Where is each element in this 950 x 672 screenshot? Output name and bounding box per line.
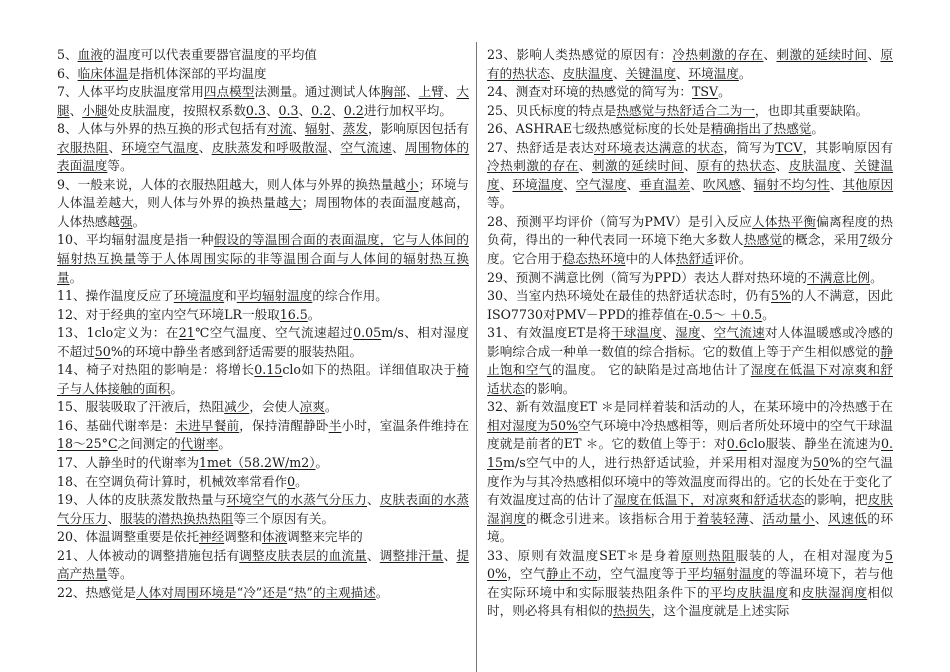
list-item [57, 473, 469, 492]
underlined-term: 0.2 [311, 102, 332, 118]
underlined-term: 平均皮肤温度 [709, 584, 789, 600]
item-text: 服装的人，在相对湿度为 [735, 547, 885, 563]
item-text: m/s、相对湿度不超过 [57, 325, 469, 359]
item-text: ，简写为 [723, 139, 776, 155]
item-text: 、 [763, 47, 777, 62]
item-text: 24、测查对环境的热感觉的简写为： [487, 84, 692, 100]
underlined-term: 50 [94, 343, 111, 359]
item-text: 25、贝氏标度的特点是 [487, 102, 617, 118]
underlined-term: 空气流速 [340, 139, 393, 155]
item-text: 、 [690, 176, 703, 192]
underlined-term: 皮肤蒸发和呼吸散湿 [211, 139, 328, 155]
underlined-term: 原有的热状态 [487, 47, 894, 81]
underlined-term: 湿度 [675, 325, 701, 341]
item-text: 21、人体被动的调整措施包括有 [57, 547, 240, 563]
underlined-term: 辐射不均匀性 [753, 176, 830, 192]
item-text: 12、对于经典的室内空气环境LR一般取 [57, 306, 280, 322]
item-text: 、 [740, 176, 754, 192]
item-text: 、 [108, 139, 122, 155]
underlined-term: 平均辐射温度 [687, 566, 765, 582]
item-text: 、 [443, 84, 457, 100]
underlined-term: 热舒适 [675, 251, 714, 267]
item-text: 18、在空调负荷计算时，机械效率常看作 [57, 473, 288, 489]
item-text: 的温度可以代表重要器官温度的平均值 [102, 47, 317, 62]
underlined-term: 原则热阻 [680, 547, 736, 563]
item-text: 29、预测不满意比例（简写为PPD）表达人群对热环境的 [487, 269, 808, 285]
item-text: 。 [295, 473, 308, 489]
underlined-term: 临床体温 [77, 65, 128, 81]
item-text: 的概念引进来。该指标合用于 [526, 510, 697, 526]
item-text: 的影响，把 [804, 492, 868, 508]
underlined-term: 50% [487, 547, 894, 582]
underlined-term: 0.6 [726, 436, 747, 452]
item-text: 。 [718, 84, 731, 100]
item-text: 、 [814, 510, 829, 526]
item-text: 。 [218, 436, 231, 452]
underlined-term: 调整皮肤表层的血流量 [239, 547, 367, 563]
item-text: 处皮肤温度，按照权系数 [107, 102, 246, 118]
item-text: ，这个温度就是上述实际 [650, 603, 790, 619]
underlined-term: 湿度在低温下，对凉爽和舒适状态 [613, 492, 805, 508]
item-text: 22、热感觉是 [57, 584, 136, 600]
underlined-term: 关键温度 [487, 158, 894, 192]
item-text: 9、一般来说，人体的衣服热阻越大，则人体与外界的换热量越 [57, 176, 406, 192]
item-text: 6、 [57, 65, 78, 81]
item-text: 13、1clo定义为：在 [57, 325, 179, 341]
underlined-term: 皮肤湿润度 [487, 492, 894, 526]
item-text: clo如下的热阻。详细值取决于 [282, 362, 457, 378]
underlined-term: 原有的热状态 [696, 158, 776, 174]
underlined-term: 刺激的延续时间 [776, 47, 868, 62]
item-text: ，空气温度等于 [597, 566, 688, 582]
item-text: 23、影响人类热感觉的原因有： [487, 47, 673, 62]
underlined-term: -0.5～ ＋0.5 [688, 306, 763, 322]
item-text: 、 [829, 176, 843, 192]
underlined-term: 蒸发 [342, 121, 369, 137]
underlined-term: 冷热刺激的存在 [672, 47, 764, 62]
underlined-term: 空气湿度 [575, 176, 627, 192]
underlined-term: 相对湿度为50% [487, 417, 578, 433]
item-text: 。 [69, 269, 83, 285]
underlined-term: 人体热平衡 [752, 213, 817, 229]
item-text: 。 [870, 269, 883, 285]
underlined-term: 环境空气温度 [121, 139, 199, 155]
underlined-term: 稳态热环境 [562, 251, 626, 267]
underlined-term: 0 [287, 473, 296, 489]
item-text: 是指机体深部的平均温度 [127, 65, 267, 81]
list-item [487, 269, 893, 288]
item-text: 5、 [57, 47, 78, 62]
list-item [57, 65, 469, 84]
item-text: 。 [307, 306, 321, 322]
underlined-term: 皮肤温度 [562, 65, 613, 81]
item-text: 16、基础代谢率是： [57, 417, 176, 433]
item-text: 、 [612, 65, 626, 81]
underlined-term: 大 [288, 195, 302, 211]
underlined-term: 冷热刺激的存在 [487, 158, 579, 174]
underlined-term: 湿度在低温下对凉爽和舒适状态 [487, 362, 894, 396]
underlined-term: 调整排汗量 [379, 547, 444, 563]
item-text: 进行加权平均。 [363, 102, 452, 118]
item-text: 级分度。它合用于 [487, 232, 894, 267]
item-text: 的温度。 它的缺陷是过高地估计了 [551, 362, 751, 378]
underlined-term: 辐射 [304, 121, 331, 137]
list-item [487, 139, 893, 213]
item-text: 、 [292, 121, 305, 137]
underlined-term: 四点模型 [203, 84, 255, 100]
list-item [487, 213, 893, 269]
item-text: 、 [107, 510, 120, 526]
underlined-term: 周围物体的表面温度 [57, 139, 470, 174]
item-text: 、 [578, 158, 592, 174]
item-text: 32、新有效温度ET ＊是同样着装和活动的人，在某环境中的冷热感于在 [487, 399, 893, 415]
item-text: 、 [549, 65, 563, 81]
underlined-term: 热感觉与热舒适合二为一 [616, 102, 755, 118]
list-item [487, 83, 893, 102]
underlined-term: 0.3 [245, 102, 266, 118]
item-text: 、 [626, 176, 640, 192]
item-text: 调整和 [224, 529, 262, 545]
underlined-term: 血液 [77, 47, 103, 62]
underlined-term: 0.15 [487, 436, 893, 471]
item-text: 的综合作用。 [312, 288, 388, 304]
item-text: 。 [132, 213, 146, 229]
underlined-term: 胸部 [380, 84, 406, 100]
item-text: 小时，室温条件维持在 [341, 417, 470, 433]
item-text: 、 [330, 121, 343, 137]
item-text: 、 [198, 139, 212, 155]
underlined-term: 环境温度 [173, 288, 225, 304]
underlined-term: 静止不动 [545, 566, 598, 582]
list-item [487, 120, 893, 139]
item-text: m/s空气中的人，进行热舒适试验，并采用相对湿度为 [503, 455, 813, 471]
list-item [57, 83, 469, 120]
item-text: ；环境与人体温差越大，则人体与外界的换热量越 [57, 176, 469, 211]
underlined-term: 对流 [267, 121, 293, 137]
underlined-term: 0.05 [353, 325, 382, 341]
underlined-term: 神经 [198, 529, 225, 545]
item-text: ，会使人 [249, 399, 300, 415]
underlined-term: 不满意比例 [807, 269, 871, 285]
item-text: 、 [662, 325, 676, 341]
item-text: 。 [811, 121, 824, 137]
underlined-term: 其他原因 [842, 176, 894, 192]
item-text: 、 [749, 510, 763, 526]
underlined-term: 7 [859, 232, 868, 248]
list-item [57, 306, 469, 325]
list-item [57, 231, 469, 287]
item-text: 等。 [107, 566, 133, 582]
item-text: 、 [69, 102, 83, 118]
underlined-term: 半 [328, 417, 342, 433]
underlined-term: 垂直温差 [639, 176, 691, 192]
underlined-term: 静止饱和空气 [487, 343, 893, 378]
underlined-term: 0.2 [343, 102, 364, 118]
underlined-term: 环境空气的水蒸气分压力 [226, 492, 367, 508]
underlined-term: 21 [178, 325, 195, 341]
item-text: 、 [867, 47, 881, 62]
item-text: 、 [563, 176, 576, 192]
item-text: 、 [775, 158, 789, 174]
underlined-term: 16.5 [279, 306, 308, 322]
underlined-term: TCV [775, 139, 803, 155]
underlined-term: 0.15 [254, 362, 283, 378]
underlined-term: 皮肤表面的水蒸气分压力 [57, 492, 470, 526]
underlined-term: 体液 [261, 529, 288, 545]
item-text: ，也即其重要缺陷。 [754, 102, 869, 118]
item-text: 和 [224, 288, 237, 304]
item-text: 评价。 [713, 251, 752, 267]
underlined-term: 5% [771, 288, 791, 304]
item-text: ，保持清醒静卧 [239, 417, 329, 433]
item-text: 、 [265, 102, 279, 118]
item-text: 26、ASHRAE七级热感觉标度的长处是 [487, 121, 711, 137]
item-text: ，空气 [506, 566, 546, 582]
item-text: 。 [170, 380, 183, 396]
item-text: 8、人体与外界的热互换的形式包括有 [57, 121, 268, 137]
list-item [487, 287, 893, 324]
list-item [57, 324, 469, 361]
item-text: 的环境。 [487, 510, 894, 545]
item-text: 中的人体 [625, 251, 676, 267]
item-text: 11、操作温度反应了 [57, 288, 174, 304]
item-text: 19、人体的皮肤蒸发散热量与 [57, 492, 227, 508]
underlined-term: 活动量小 [762, 510, 815, 526]
item-text: 和 [788, 584, 802, 600]
item-text: 、 [392, 139, 405, 155]
list-item [487, 46, 893, 83]
list-item [487, 324, 893, 398]
underlined-term: 着装轻薄 [696, 510, 750, 526]
item-text: 。 [315, 455, 329, 471]
item-text: 法测量。通过测试人体 [254, 84, 381, 100]
underlined-term: 假设的等温围合面的表面温度，它与人体间的辐射热互换量等于人体周围实际的非等温围合面与人体间的辐射热互换量 [57, 232, 470, 285]
item-text: 、 [367, 492, 380, 508]
underlined-term: 减少 [224, 399, 250, 415]
underlined-term: 干球温度 [610, 325, 663, 341]
list-item [57, 417, 469, 454]
underlined-term: 精确指出了热感觉 [710, 121, 812, 137]
list-item [487, 547, 893, 621]
item-text: 20、体温调整重要是依托 [57, 529, 199, 545]
underlined-term: 关键温度 [625, 65, 676, 81]
item-text: 、 [443, 547, 457, 563]
list-item [57, 528, 469, 547]
underlined-term: 1met（58.2W/m2） [198, 455, 316, 471]
item-text: 、 [405, 84, 419, 100]
item-text: 相似时，则必将具有相似的 [487, 584, 894, 619]
column-divider [476, 42, 477, 672]
item-text: ，其影响原因有 [802, 139, 894, 155]
underlined-term: 上臂 [418, 84, 444, 100]
item-text: 调整来完毕的 [287, 529, 363, 545]
underlined-term: 提高产热量 [57, 547, 470, 582]
underlined-term: 18～25°C [57, 436, 118, 452]
item-text: 。 [375, 584, 389, 600]
list-item [57, 547, 469, 584]
item-text: 、 [683, 158, 697, 174]
item-text: 、 [700, 325, 714, 341]
item-text: 、 [327, 139, 341, 155]
item-text: 等。 [487, 195, 513, 211]
underlined-term: 对环境表达满意的状态 [594, 139, 724, 155]
list-item [57, 361, 469, 398]
underlined-term: 衣服热阻 [57, 139, 109, 155]
item-text: 、 [367, 547, 380, 563]
item-text: 等三个原因有关。 [233, 510, 335, 526]
underlined-term: 50 [812, 455, 829, 471]
list-item [57, 491, 469, 528]
underlined-term: TSV [691, 84, 719, 100]
list-item [487, 398, 893, 546]
underlined-term: 刺激的延续时间 [591, 158, 684, 174]
item-text: 14、椅子对热阻的影响是：将增长 [57, 362, 255, 378]
underlined-term: 小 [405, 176, 419, 192]
item-text: 31、有效温度ET是将 [487, 325, 611, 341]
item-text: 17、人静坐时的代谢率为 [57, 455, 199, 471]
item-text: 27、热舒适是表达 [487, 139, 594, 155]
item-text: %的空气温度作为与其冷热感相似环境中的等效温度而得出的。它的长处在于变化了有效温度过高的估计了 [487, 455, 893, 508]
item-text: 。 [324, 399, 338, 415]
underlined-term: 未进早餐前 [175, 417, 240, 433]
underlined-term: 环境温度 [512, 176, 564, 192]
item-text: 15、服装吸取了汗液后，热阻 [57, 399, 225, 415]
item-text: 30、当室内热环境处在最佳的热舒适状态时，仍有 [487, 288, 771, 304]
item-text: clo服装、静坐在流速为 [746, 436, 881, 452]
list-item [57, 398, 469, 417]
underlined-term: 凉爽 [299, 399, 325, 415]
list-item [57, 46, 469, 65]
item-text: 等。 [107, 158, 133, 174]
item-text: 的影响。 [524, 380, 576, 396]
item-text: 10、平均辐射温度是指一种 [57, 232, 214, 248]
item-text: 空气环境中冷热感相等，则后者所处环境中的空气干球温度就是前者的ET ＊。它的数值上等于：对 [487, 417, 894, 452]
item-text: 、 [499, 176, 513, 192]
item-text: 之间测定的 [117, 436, 181, 452]
item-text: 偏离程度的热负荷，得出的一种代表同一环境下绝大多数人 [487, 213, 893, 248]
item-text: 。 [762, 306, 775, 322]
underlined-term: 服装的潜热换热热阻 [119, 510, 234, 526]
list-item [57, 287, 469, 306]
item-text: 的等温环境下，若与他在实际环境中和实际服装热阻条件下的 [487, 566, 894, 600]
underlined-term: 人体对周围环境是“冷”还是“热”的主观描述 [136, 584, 376, 600]
list-item [57, 176, 469, 232]
item-text: ℃空气温度、空气流速超过 [194, 325, 354, 341]
underlined-term: 热损失 [612, 603, 651, 619]
item-text: 28、预测平均评价（简写为PMV）是引入反应 [487, 213, 753, 229]
item-text: 的概念，采用 [782, 232, 860, 248]
underlined-term: 代谢率 [180, 436, 219, 452]
list-item [57, 584, 469, 603]
underlined-term: 强 [119, 213, 133, 229]
right-column [487, 46, 893, 621]
item-text: 。 [738, 65, 752, 81]
underlined-term: 环境温度 [688, 65, 739, 81]
item-text: ；周围物体的表面温度越高，人体热感越 [57, 195, 470, 229]
underlined-term: 吹风感 [702, 176, 741, 192]
underlined-term: 皮肤湿润度 [801, 584, 868, 600]
item-text: 、 [298, 102, 312, 118]
underlined-term: 空气流速 [713, 325, 765, 341]
item-text: %的环境中静坐者感到舒适需要的服装热阻。 [110, 343, 363, 359]
underlined-term: 小腿 [82, 102, 108, 118]
underlined-term: 0.3 [278, 102, 299, 118]
item-text: 7、人体平均皮肤温度常用 [57, 84, 204, 100]
item-text: ，影响原因包括有 [368, 121, 470, 137]
underlined-term: 风速低 [828, 510, 868, 526]
underlined-term: 椅子与人体接触的面积 [57, 362, 469, 396]
underlined-term: 平均辐射温度 [236, 288, 313, 304]
underlined-term: 皮肤温度 [788, 158, 842, 174]
underlined-term: 大腿 [57, 84, 470, 118]
item-text: 对人体温暖感或冷感的影响综合成一种单一数值的综合指标。它的数值上等于产生相似感觉的 [487, 325, 894, 359]
item-text: 33、原则有效温度SET＊是身着 [487, 547, 681, 563]
list-item [487, 102, 893, 121]
item-text: 、 [675, 65, 689, 81]
underlined-term: 热感觉 [743, 232, 783, 248]
item-text: 的人不满意，因此ISO7730对PMV－PPD的推荐值在 [487, 288, 894, 322]
item-text: 、 [841, 158, 855, 174]
list-item [57, 454, 469, 473]
list-item [57, 120, 469, 176]
left-column [57, 46, 469, 602]
item-text: 、 [331, 102, 344, 118]
